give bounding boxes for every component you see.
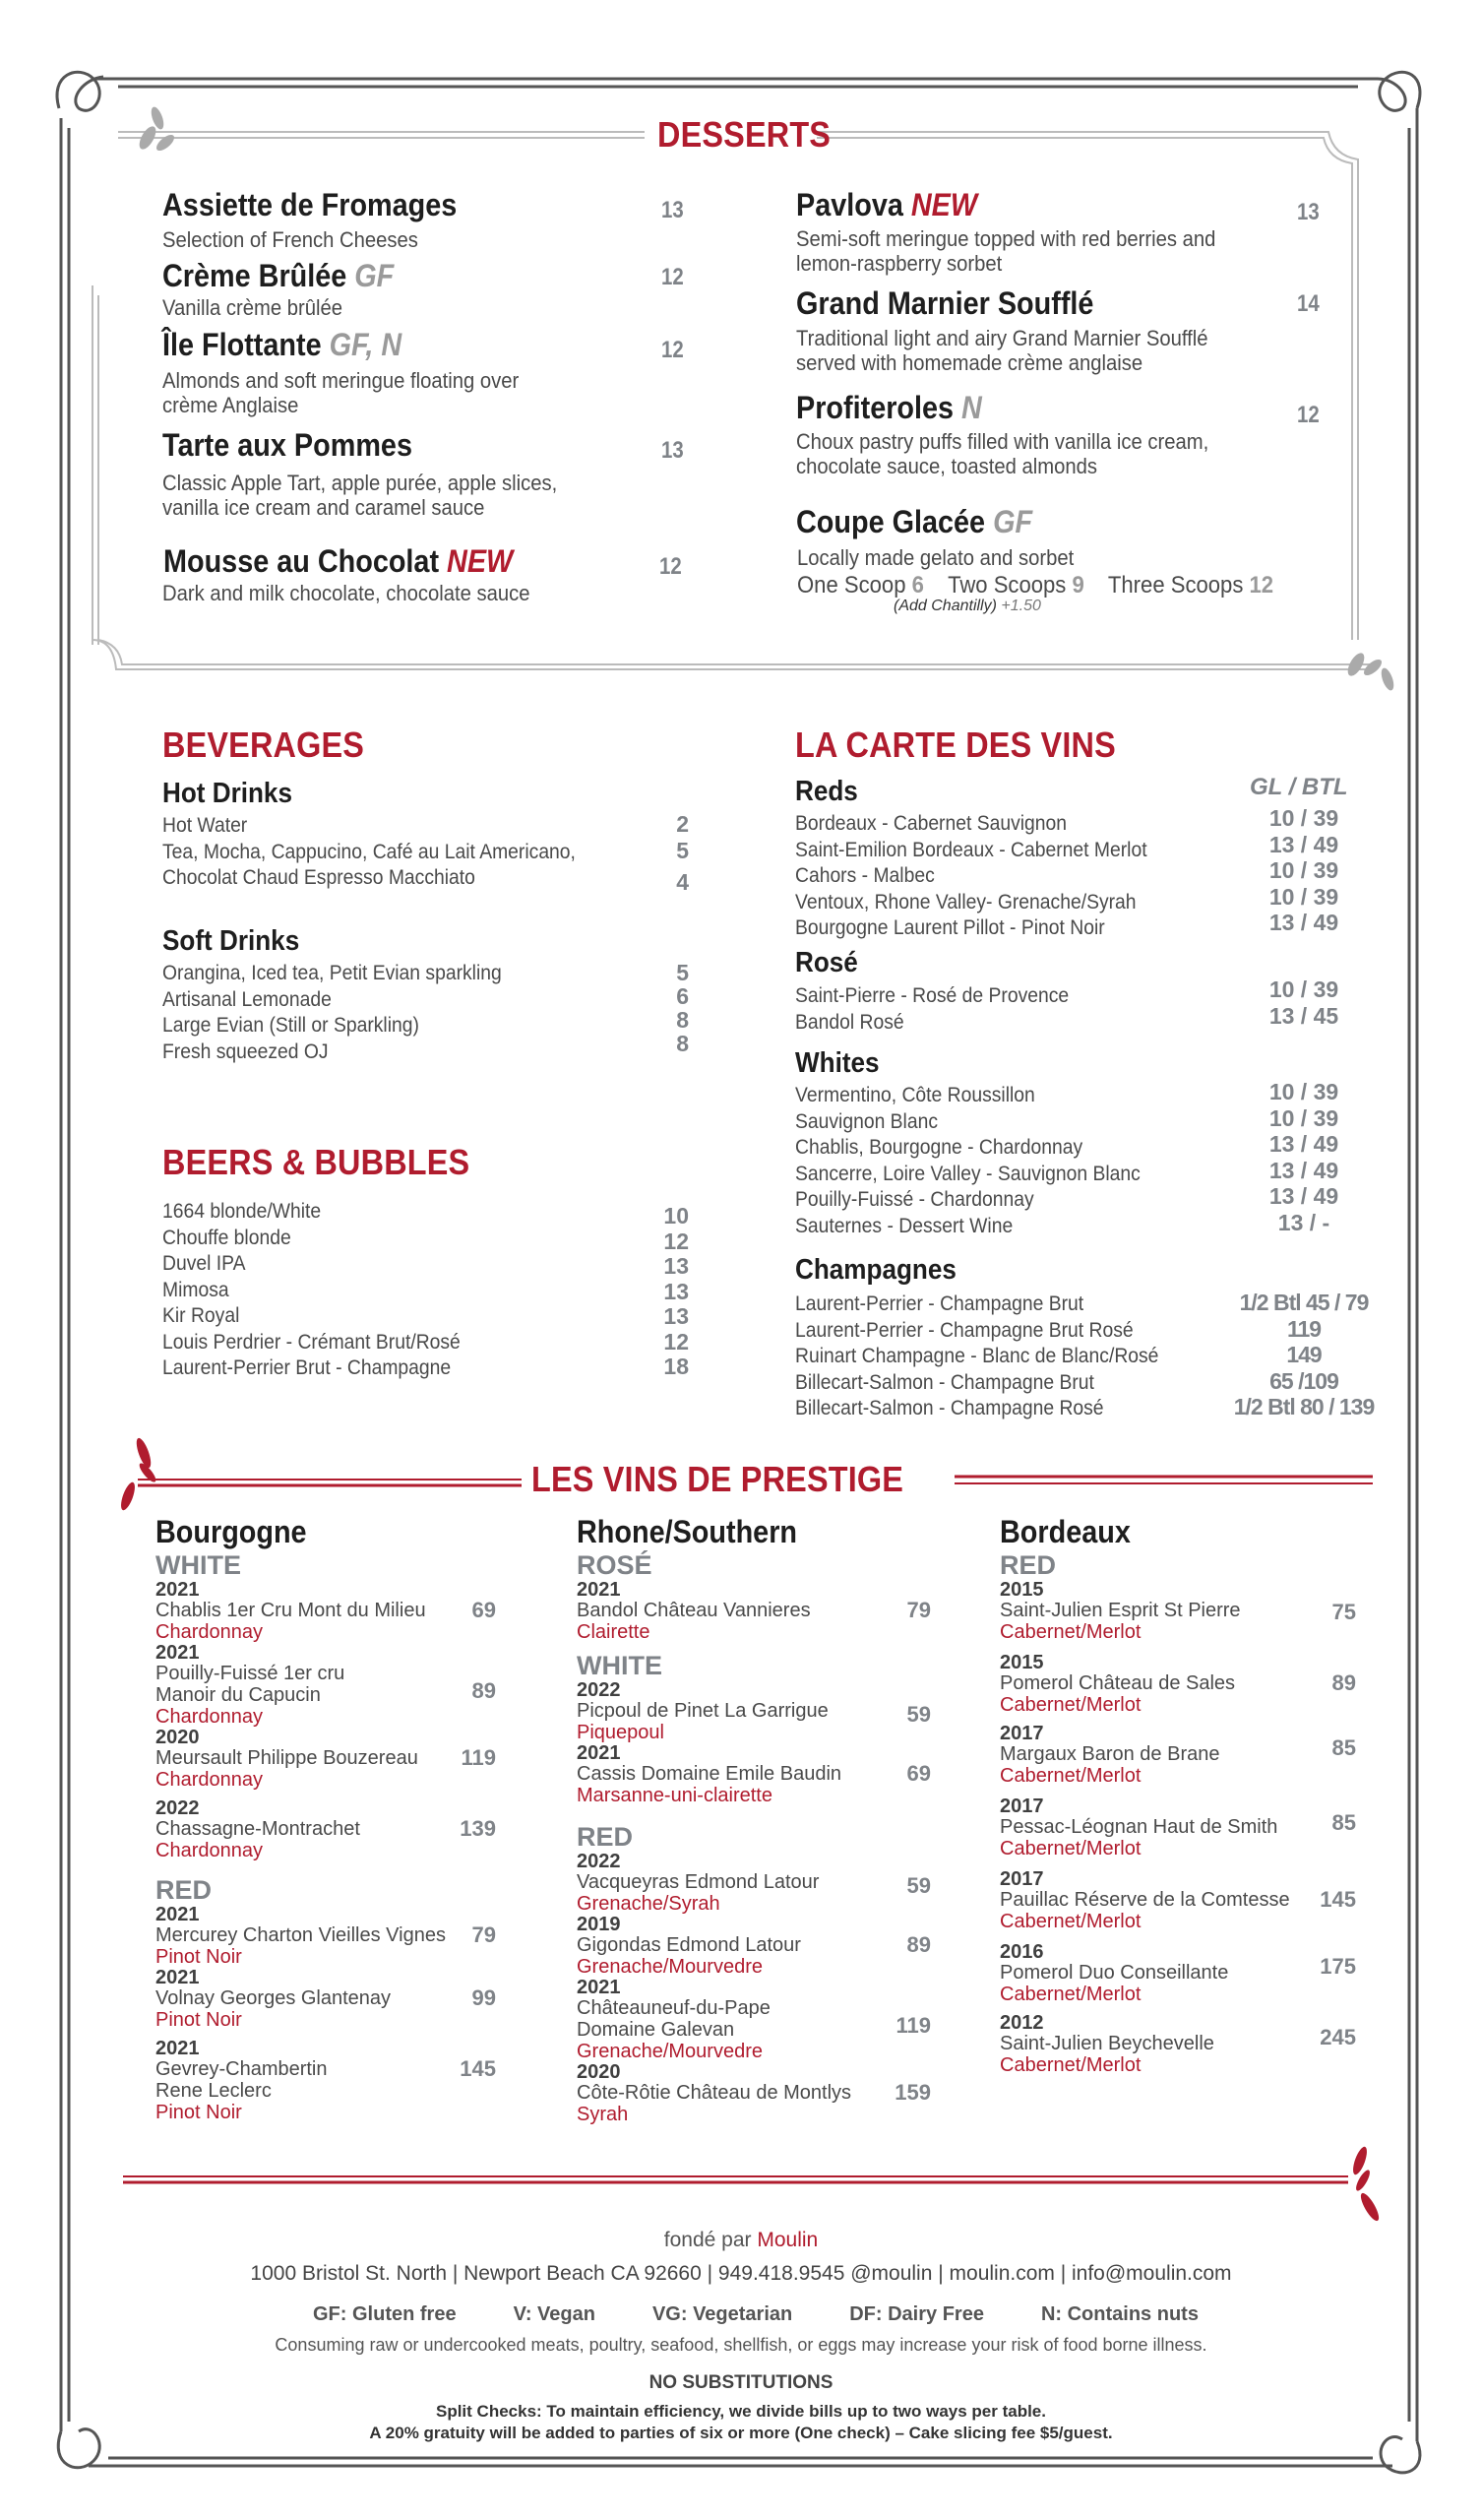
dessert-price: 13 xyxy=(661,197,684,223)
dessert-price: 12 xyxy=(661,337,684,363)
prestige-column-rhone xyxy=(577,1514,931,2125)
price: 13 / 49 xyxy=(1268,1157,1339,1183)
price: 10 / 39 xyxy=(1268,805,1339,831)
beer-name: Chouffe blonde xyxy=(162,1226,291,1249)
drink-name: Artisanal Lemonade xyxy=(162,987,332,1011)
hot-drinks-title: Hot Drinks xyxy=(162,778,292,809)
drink-name: Chocolat Chaud Espresso Macchiato xyxy=(162,866,475,889)
tag-new: NEW xyxy=(447,543,514,579)
dessert-name: Coupe Glacée GF xyxy=(796,504,1033,539)
beer-name: Louis Perdrier - Crémant Brut/Rosé xyxy=(162,1330,461,1354)
wine-name: Pouilly-Fuissé - Chardonnay xyxy=(795,1188,1034,1211)
soft-drinks-title: Soft Drinks xyxy=(162,925,300,957)
wine-name: Sauternes - Dessert Wine xyxy=(795,1214,1014,1237)
price: 10 / 39 xyxy=(1268,883,1339,910)
dessert-desc: Almonds and soft meringue floating over xyxy=(162,368,520,393)
whites-title: Whites xyxy=(795,1047,880,1079)
hot-drinks-prices xyxy=(649,811,689,896)
beers-title: BEERS & BUBBLES xyxy=(162,1142,470,1182)
gratuity-note: A 20% gratuity will be added to parties of six or more (One check) – Cake slicing fee $5/guest. xyxy=(369,2424,1113,2442)
beer-name: Duvel IPA xyxy=(162,1252,246,1275)
rose-title: Rosé xyxy=(795,947,858,978)
price: 13 / 49 xyxy=(1268,910,1339,935)
wine-entry: 2021 Bandol Château Vannieres Clairette 79 xyxy=(577,1579,931,1643)
price: 12 xyxy=(663,1328,689,1354)
region-title: Rhone/Southern xyxy=(577,1514,797,1549)
wine-type: RED xyxy=(1000,1550,1057,1580)
wine-entry: 2021 Gevrey-Chambertin Rene Leclerc Pinot Noir 145 xyxy=(155,2038,496,2123)
price: 65 /109 xyxy=(1269,1367,1338,1394)
wine-name: Ruinart Champagne - Blanc de Blanc/Rosé xyxy=(795,1345,1159,1367)
wine-name: Bourgogne Laurent Pillot - Pinot Noir xyxy=(795,916,1105,939)
dessert-desc: vanilla ice cream and caramel sauce xyxy=(162,495,485,520)
dessert-desc: Dark and milk chocolate, chocolate sauce xyxy=(162,581,530,605)
wine-entry: 2015 Pomerol Château de Sales Cabernet/Merlot 89 xyxy=(1000,1652,1356,1716)
dessert-name: Crème Brûlée GF xyxy=(162,258,395,293)
wine-entry: 2017 Margaux Baron de Brane Cabernet/Merlot 85 xyxy=(1000,1723,1356,1787)
wine-name: Cahors - Malbec xyxy=(795,864,935,887)
prestige-column-bourgogne xyxy=(155,1514,496,2123)
wine-entry: 2021 Pouilly-Fuissé 1er cru Manoir du Capucin Chardonnay 89 xyxy=(155,1642,496,1728)
price: 4 xyxy=(676,869,689,895)
wine-type: RED xyxy=(155,1875,213,1905)
dessert-desc: Vanilla crème brûlée xyxy=(162,295,343,320)
wine-name: Laurent-Perrier - Champagne Brut Rosé xyxy=(795,1318,1134,1342)
price: 18 xyxy=(663,1354,689,1379)
tag-gf: GF xyxy=(354,258,395,293)
price: 6 xyxy=(676,983,689,1009)
wine-entry: 2021 Cassis Domaine Emile Baudin Marsanne-uni-clairette 69 xyxy=(577,1742,931,1806)
legend-v: V: Vegan xyxy=(513,2303,595,2325)
prestige-title: LES VINS DE PRESTIGE xyxy=(531,1459,904,1499)
dessert-name: Tarte aux Pommes xyxy=(162,427,412,463)
wine-name: Bordeaux - Cabernet Sauvignon xyxy=(795,812,1068,835)
price: 13 / 49 xyxy=(1268,831,1339,857)
founded-by: fondé par Moulin xyxy=(663,2229,819,2251)
price: 10 / 39 xyxy=(1268,976,1339,1002)
price: 13 / 49 xyxy=(1268,1183,1339,1209)
wine-type: WHITE xyxy=(577,1651,662,1680)
dessert-desc: Locally made gelato and sorbet xyxy=(797,545,1075,570)
price: 1/2 Btl 80 / 139 xyxy=(1233,1394,1375,1419)
wine-entry: 2020 Meursault Philippe Bouzereau Chardonnay 119 xyxy=(155,1727,496,1791)
price: 13 xyxy=(663,1253,689,1279)
wine-entry: 2012 Saint-Julien Beychevelle Cabernet/Merlot 245 xyxy=(1000,2012,1356,2076)
dessert-desc: lemon-raspberry sorbet xyxy=(796,251,1003,276)
rose-list xyxy=(795,983,1092,1036)
wine-name: Sauvignon Blanc xyxy=(795,1109,939,1133)
wine-entry: 2019 Gigondas Edmond Latour Grenache/Mourvedre 89 xyxy=(577,1914,931,1978)
wine-entry: 2021 Châteauneuf-du-Pape Domaine Galevan Grenache/Mourvedre 119 xyxy=(577,1977,931,2062)
drink-name: Orangina, Iced tea, Petit Evian sparkling xyxy=(162,962,502,984)
dessert-price: 12 xyxy=(661,264,684,290)
wine-name: Ventoux, Rhone Valley- Grenache/Syrah xyxy=(795,890,1137,914)
dessert-price: 13 xyxy=(661,437,684,464)
reds-list xyxy=(795,811,1178,942)
price: 10 xyxy=(663,1203,689,1228)
chantilly-addon: (Add Chantilly) +1.50 xyxy=(894,598,1041,614)
dessert-desc: Traditional light and airy Grand Marnier Soufflé xyxy=(796,326,1208,350)
wine-type: RED xyxy=(577,1822,634,1852)
tag-n: N xyxy=(961,390,982,425)
price: 8 xyxy=(676,1031,689,1056)
legend-df: DF: Dairy Free xyxy=(849,2303,984,2325)
price: 119 xyxy=(1286,1315,1322,1342)
wine-entry: 2022 Chassagne-Montrachet Chardonnay 139 xyxy=(155,1797,496,1861)
prestige-column-bordeaux xyxy=(1000,1514,1356,2076)
dessert-name: Mousse au Chocolat NEW xyxy=(163,543,514,579)
wine-entry: 2017 Pessac-Léognan Haut de Smith Cabernet/Merlot 85 xyxy=(1000,1796,1356,1859)
dessert-name: Assiette de Fromages xyxy=(162,187,458,222)
wine-entry: 2022 Picpoul de Pinet La Garrigue Piquepoul 59 xyxy=(577,1679,931,1743)
beer-name: Mimosa xyxy=(162,1278,229,1301)
dessert-price: 12 xyxy=(659,553,682,580)
region-title: Bordeaux xyxy=(1000,1514,1131,1549)
price: 149 xyxy=(1286,1342,1322,1367)
gl-btl-header: GL / BTL xyxy=(1250,774,1348,800)
dessert-price: 14 xyxy=(1297,290,1320,317)
price: 13 / 49 xyxy=(1268,1131,1339,1157)
wine-entry: 2021 Mercurey Charton Vieilles Vignes Pinot Noir 79 xyxy=(155,1904,496,1968)
tag-gf-n: GF, N xyxy=(329,327,402,362)
wine-entry: 2022 Vacqueyras Edmond Latour Grenache/Syrah 59 xyxy=(577,1851,931,1915)
wine-entry: 2016 Pomerol Duo Conseillante Cabernet/Merlot 175 xyxy=(1000,1941,1356,2005)
wine-entry: 2021 Chablis 1er Cru Mont du Milieu Chardonnay 69 xyxy=(155,1579,496,1643)
price: 5 xyxy=(676,837,689,863)
price: 10 / 39 xyxy=(1268,1104,1339,1131)
beer-name: Kir Royal xyxy=(162,1304,240,1327)
price: 5 xyxy=(676,960,689,985)
wine-type: ROSÉ xyxy=(577,1550,652,1580)
desserts-title: DESSERTS xyxy=(657,114,832,155)
wine-name: Saint-Emilion Bordeaux - Cabernet Merlot xyxy=(795,838,1147,861)
drink-name: Large Evian (Still or Sparkling) xyxy=(162,1014,419,1037)
wine-name: Laurent-Perrier - Champagne Brut xyxy=(795,1292,1084,1315)
wine-name: Bandol Rosé xyxy=(795,1010,904,1034)
beers-prices xyxy=(649,1204,689,1380)
reds-prices xyxy=(1260,805,1348,936)
food-warning: Consuming raw or undercooked meats, poultry, seafood, shellfish, or eggs may increase your risk of food borne illness. xyxy=(275,2335,1207,2355)
beer-name: Laurent-Perrier Brut - Champagne xyxy=(162,1356,452,1379)
no-substitutions: NO SUBSTITUTIONS xyxy=(648,2372,834,2393)
dessert-desc: Semi-soft meringue topped with red berries and xyxy=(796,226,1216,251)
price: 13 / 45 xyxy=(1268,1002,1339,1029)
price: 13 / - xyxy=(1277,1209,1330,1235)
price: 13 xyxy=(663,1278,689,1304)
dessert-price: 12 xyxy=(1297,402,1320,428)
scoop-options: One Scoop 6 Two Scoops 9 Three Scoops 12 xyxy=(797,572,1274,598)
wine-name: Billecart-Salmon - Champagne Rosé xyxy=(795,1397,1104,1419)
dessert-desc: served with homemade crème anglaise xyxy=(796,350,1143,375)
drink-name: Tea, Mocha, Cappucino, Café au Lait Americano, xyxy=(162,840,576,863)
rose-prices xyxy=(1260,976,1348,1029)
whites-prices xyxy=(1260,1079,1348,1235)
wine-entry: 2017 Pauillac Réserve de la Comtesse Cabernet/Merlot 145 xyxy=(1000,1868,1356,1932)
brand-name: Moulin xyxy=(757,2229,819,2251)
beers-list xyxy=(162,1199,486,1382)
price: 13 xyxy=(663,1303,689,1329)
price: 2 xyxy=(676,811,689,837)
beverages-title: BEVERAGES xyxy=(162,724,365,765)
soft-drinks-list xyxy=(162,961,531,1065)
whites-list xyxy=(795,1083,1170,1239)
tag-gf: GF xyxy=(993,504,1033,539)
dessert-desc: Classic Apple Tart, apple purée, apple slices, xyxy=(162,471,558,495)
price: 1/2 Btl 45 / 79 xyxy=(1239,1290,1369,1315)
split-checks-note: Split Checks: To maintain efficiency, we divide bills up to two ways per table. xyxy=(435,2402,1046,2421)
dessert-name: Île Flottante GF, N xyxy=(162,327,402,362)
drink-name: Hot Water xyxy=(162,814,248,837)
wine-type: WHITE xyxy=(155,1550,241,1580)
soft-drinks-prices xyxy=(649,961,689,1055)
legend-vg: VG: Vegetarian xyxy=(651,2303,793,2325)
wine-entry: 2020 Côte-Rôtie Château de Montlys Syrah 159 xyxy=(577,2061,931,2125)
reds-title: Reds xyxy=(795,776,858,807)
drink-name: Fresh squeezed OJ xyxy=(162,1040,329,1063)
wine-entry: 2021 Volnay Georges Glantenay Pinot Noir 99 xyxy=(155,1967,496,2031)
dessert-price: 13 xyxy=(1297,199,1320,225)
wines-title: LA CARTE DES VINS xyxy=(795,724,1116,765)
dessert-name: Grand Marnier Soufflé xyxy=(796,285,1094,321)
dietary-legend xyxy=(313,2303,1199,2326)
champagnes-list xyxy=(795,1292,1191,1422)
dessert-name: Pavlova NEW xyxy=(796,187,978,222)
legend-gf: GF: Gluten free xyxy=(313,2303,457,2325)
hot-drinks-list xyxy=(162,813,694,892)
champagnes-prices xyxy=(1220,1290,1388,1420)
price: 10 / 39 xyxy=(1268,857,1339,883)
wine-name: Chablis, Bourgogne - Chardonnay xyxy=(795,1136,1083,1159)
dessert-desc: chocolate sauce, toasted almonds xyxy=(796,454,1098,478)
dessert-desc: crème Anglaise xyxy=(162,393,299,417)
price: 10 / 39 xyxy=(1268,1079,1339,1104)
wine-entry: 2015 Saint-Julien Esprit St Pierre Cabernet/Merlot 75 xyxy=(1000,1579,1356,1643)
dessert-desc: Choux pastry puffs filled with vanilla ice cream, xyxy=(796,429,1209,454)
wine-name: Vermentino, Côte Roussillon xyxy=(795,1084,1035,1106)
legend-n: N: Contains nuts xyxy=(1040,2303,1199,2325)
price: 8 xyxy=(676,1007,689,1033)
wine-name: Sancerre, Loire Valley - Sauvignon Blanc xyxy=(795,1162,1141,1185)
price: 12 xyxy=(663,1228,689,1254)
tag-new: NEW xyxy=(910,187,978,222)
beer-name: 1664 blonde/White xyxy=(162,1200,322,1223)
dessert-name: Profiteroles N xyxy=(796,390,982,425)
wine-name: Saint-Pierre - Rosé de Provence xyxy=(795,984,1070,1007)
champagnes-title: Champagnes xyxy=(795,1254,957,1286)
dessert-desc: Selection of French Cheeses xyxy=(162,227,418,252)
wine-name: Billecart-Salmon - Champagne Brut xyxy=(795,1370,1094,1394)
contact-line: 1000 Bristol St. North | Newport Beach CA 92660 | 949.418.9545 @moulin | moulin.com | info@moulin.com xyxy=(250,2262,1232,2285)
region-title: Bourgogne xyxy=(155,1514,307,1549)
